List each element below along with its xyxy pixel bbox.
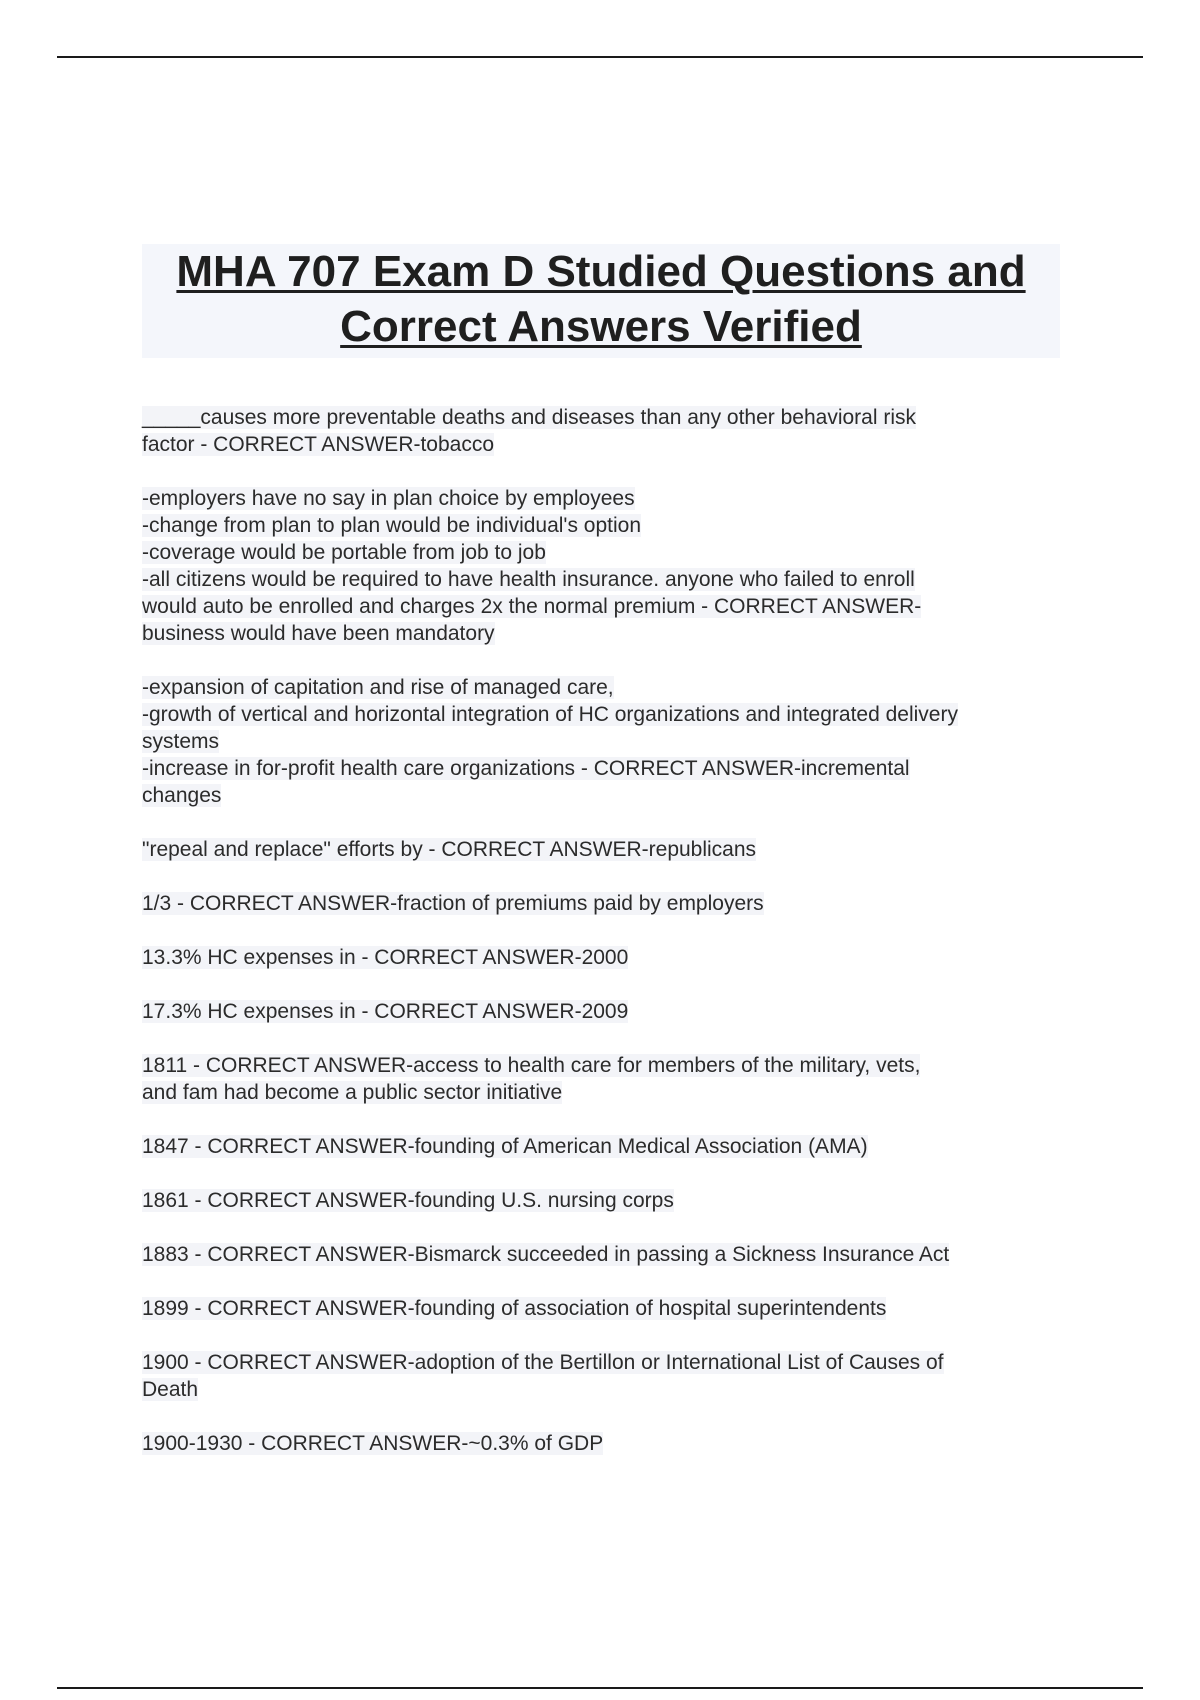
qa-line	[142, 836, 1072, 863]
qa-line	[142, 431, 1072, 458]
qa-entry	[142, 944, 1072, 971]
qa-text-line: 1847 - CORRECT ANSWER-founding of American Medical Association (AMA)	[142, 1135, 868, 1158]
qa-text-line: 1900-1930 - CORRECT ANSWER-~0.3% of GDP	[142, 1432, 604, 1455]
qa-text-line: would auto be enrolled and charges 2x the normal premium - CORRECT ANSWER-	[142, 595, 922, 618]
qa-line	[142, 728, 1072, 755]
qa-entry	[142, 485, 1072, 647]
qa-line	[142, 593, 1072, 620]
qa-text-line: 1/3 - CORRECT ANSWER-fraction of premiums paid by employers	[142, 892, 764, 915]
qa-list	[142, 404, 1072, 1484]
top-divider	[57, 56, 1143, 58]
qa-line	[142, 1349, 1072, 1376]
qa-entry	[142, 890, 1072, 917]
title-line-2: Correct Answers Verified	[340, 302, 862, 351]
qa-text-line: -employers have no say in plan choice by employees	[142, 487, 635, 510]
qa-text-line: -expansion of capitation and rise of managed care,	[142, 676, 614, 699]
qa-text-line: 1900 - CORRECT ANSWER-adoption of the Bertillon or International List of Causes of	[142, 1351, 944, 1374]
qa-line	[142, 944, 1072, 971]
qa-line	[142, 1241, 1072, 1268]
qa-text-line: "repeal and replace" efforts by - CORRECT ANSWER-republicans	[142, 838, 757, 861]
qa-text-line: business would have been mandatory	[142, 622, 495, 645]
qa-text-line: -increase in for-profit health care organizations - CORRECT ANSWER-incremental	[142, 757, 910, 780]
qa-text-line: 13.3% HC expenses in - CORRECT ANSWER-2000	[142, 946, 629, 969]
qa-entry	[142, 404, 1072, 458]
qa-text-line: 17.3% HC expenses in - CORRECT ANSWER-2009	[142, 1000, 629, 1023]
bottom-divider	[57, 1687, 1143, 1689]
qa-entry	[142, 836, 1072, 863]
qa-line	[142, 998, 1072, 1025]
qa-entry	[142, 1430, 1072, 1457]
qa-entry	[142, 1187, 1072, 1214]
qa-text-line: 1861 - CORRECT ANSWER-founding U.S. nursing corps	[142, 1189, 674, 1212]
qa-text-line: -growth of vertical and horizontal integration of HC organizations and integrated delivery	[142, 703, 958, 726]
qa-entry	[142, 1052, 1072, 1106]
qa-text-line: Death	[142, 1378, 199, 1401]
qa-entry	[142, 1241, 1072, 1268]
qa-text-line: 1883 - CORRECT ANSWER-Bismarck succeeded in passing a Sickness Insurance Act	[142, 1243, 950, 1266]
qa-line	[142, 539, 1072, 566]
qa-entry	[142, 1295, 1072, 1322]
qa-line	[142, 1079, 1072, 1106]
qa-line	[142, 674, 1072, 701]
document-title	[142, 244, 1060, 358]
qa-text-line: systems	[142, 730, 220, 753]
qa-entry	[142, 998, 1072, 1025]
qa-line	[142, 1430, 1072, 1457]
title-line-1: MHA 707 Exam D Studied Questions and	[176, 247, 1026, 296]
qa-text-line: 1811 - CORRECT ANSWER-access to health care for members of the military, vets,	[142, 1054, 921, 1077]
qa-line	[142, 485, 1072, 512]
qa-line	[142, 701, 1072, 728]
qa-line	[142, 404, 1072, 431]
qa-line	[142, 1133, 1072, 1160]
qa-line	[142, 566, 1072, 593]
qa-line	[142, 1376, 1072, 1403]
qa-text-line: 1899 - CORRECT ANSWER-founding of association of hospital superintendents	[142, 1297, 887, 1320]
qa-text-line: changes	[142, 784, 222, 807]
qa-line	[142, 1052, 1072, 1079]
qa-text-line: factor - CORRECT ANSWER-tobacco	[142, 433, 495, 456]
qa-entry	[142, 674, 1072, 809]
qa-text-line: _____causes more preventable deaths and diseases than any other behavioral risk	[142, 406, 916, 429]
qa-text-line: -change from plan to plan would be individual's option	[142, 514, 641, 537]
qa-line	[142, 782, 1072, 809]
qa-text-line: and fam had become a public sector initiative	[142, 1081, 563, 1104]
qa-entry	[142, 1133, 1072, 1160]
qa-line	[142, 1187, 1072, 1214]
qa-line	[142, 755, 1072, 782]
qa-text-line: -coverage would be portable from job to job	[142, 541, 546, 564]
qa-line	[142, 620, 1072, 647]
qa-line	[142, 512, 1072, 539]
qa-line	[142, 890, 1072, 917]
qa-entry	[142, 1349, 1072, 1403]
qa-line	[142, 1295, 1072, 1322]
qa-text-line: -all citizens would be required to have health insurance. anyone who failed to enroll	[142, 568, 915, 591]
